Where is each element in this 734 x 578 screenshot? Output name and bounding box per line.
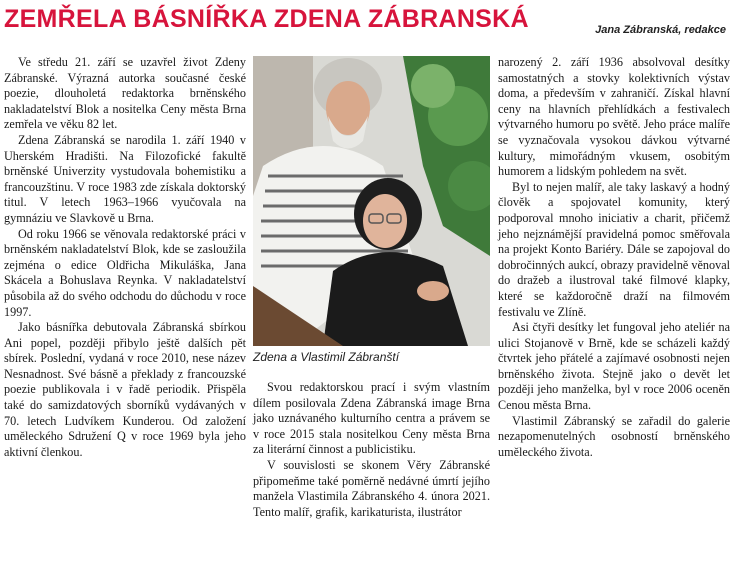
paragraph: Asi čtyři desítky let fungoval jeho ateliér na ulici Stojanově v Brně, kde se scházeli každý čtvrtek jeho přátelé a zajímavé osobnosti nejen brněnského života. Stejně jako o devět let později jeho manželka, byl v roce 2006 oceněn Cenou města Brna. — [498, 320, 730, 413]
paragraph: V souvislosti se skonem Věry Zábranské připomeňme také poměrně nedávné úmrtí jejího manžela Vlastimila Zábranského 4. února 2021. Tento malíř, grafik, karikaturista, ilustrátor — [253, 457, 490, 519]
paragraph: Ve středu 21. září se uzavřel život Zdeny Zábranské. Výrazná autorka současné české poezie, dlouholetá redaktorka brněnského nakladatelství Blok a nositelka Ceny města Brna zemřela ve věku 82 let. — [4, 55, 246, 132]
paragraph: Vlastimil Zábranský se zařadil do galerie nezapomenutelných osobností brněnského uměleckého života. — [498, 413, 730, 459]
paragraph: Jako básnířka debutovala Zábranská sbírkou Ani popel, později přibylo ještě dalších pět sbírek. Poslední, vydaná v roce 2010, nese název Nesnadnost. Své básně a překlady z francouzské poezie publikovala i v řadě periodik. Přispěla také do samizdatových sborníků vydávaných v 70. letech Ludvíkem Kunderou. Od založení uměleckého Sdružení Q v roce 1969 byla jeho aktivní členkou. — [4, 320, 246, 459]
column-2 — [253, 380, 490, 520]
column-3 — [498, 55, 730, 460]
paragraph: Od roku 1966 se věnovala redaktorské práci v brněnském nakladatelství Blok, kde se zasloužila zejména o edice Oldřicha Mikuláška, Jana Skácela a Bohuslava Reynka. V nakladatelství působila až do svého odchodu do důchodu v roce 1997. — [4, 226, 246, 319]
photo-illustration — [253, 56, 490, 346]
column-1 — [4, 55, 246, 460]
paragraph: Byl to nejen malíř, ale taky laskavý a hodný člověk a spojovatel komunity, který podporoval mnoho iniciativ a charit, přičemž jeho nejznámější pravidelná pomoc směřovala na projekt Konto Bariéry. Dále se zapojoval do dobročinných aukcí, obrazy pravidelně věnoval do dražeb a ilustroval také filmové klapky, které se každoročně draží na filmovém festivalu ve Zlíně. — [498, 179, 730, 319]
paragraph: narozený 2. září 1936 absolvoval desítky samostatných a stovky kolektivních výstav doma, a především v zahraničí. Získal hlavní ceny na hlavních přehlídkách a festivalech výtvarného humoru po světě. Jeho práce malíře se vyznačovala vysokou dávkou výtvarné kultury, mimořádným vkusem, osobitým humorem a lidským pohledem na svět. — [498, 55, 730, 179]
paragraph: Svou redaktorskou prací i svým vlastním dílem posilovala Zdena Zábranská image Brna jako uznávaného kulturního centra a právem se v roce 2015 stala nositelkou Ceny města Brna za literární činnost a publicistiku. — [253, 380, 490, 457]
headline: ZEMŘELA BÁSNÍŘKA ZDENA ZÁBRANSKÁ — [4, 5, 529, 33]
photo-caption: Zdena a Vlastimil Zábranští — [253, 350, 400, 364]
article-photo — [253, 56, 490, 346]
paragraph: Zdena Zábranská se narodila 1. září 1940 v Uherském Hradišti. Na Filozofické fakultě brněnské Univerzity vystudovala bohemistiku a francouzštinu. V roce 1983 zde získala doktorský titul. V letech 1963–1966 vyučovala na gymnáziu ve Slavkově u Brna. — [4, 132, 246, 225]
byline: Jana Zábranská, redakce — [595, 24, 726, 36]
